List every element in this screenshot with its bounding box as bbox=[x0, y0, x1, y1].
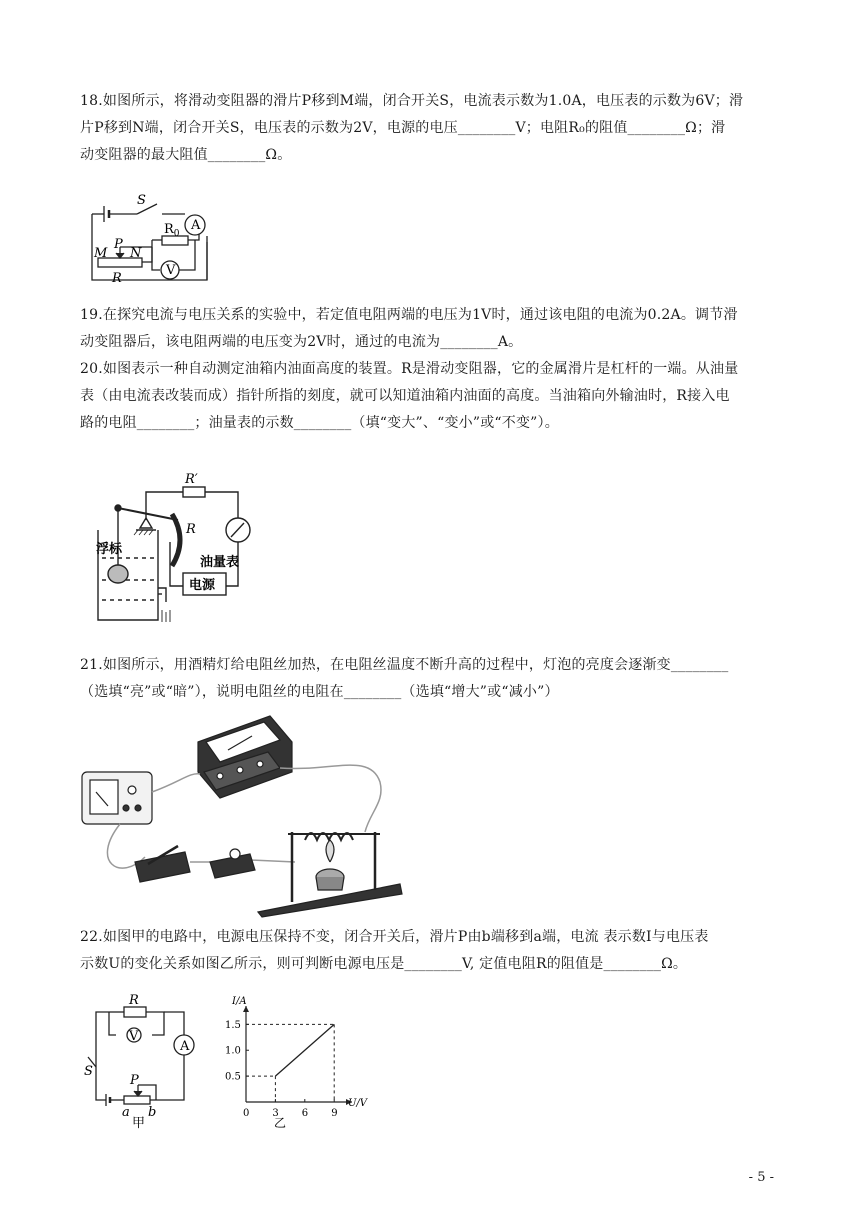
q22-label-voltmeter: V bbox=[129, 1029, 139, 1044]
question-18 bbox=[80, 88, 780, 169]
question-21 bbox=[80, 652, 780, 706]
q20-label-r: R bbox=[186, 522, 196, 537]
q20-label-power: 电源 bbox=[189, 578, 216, 593]
x-tick-label-0: 0 bbox=[243, 1108, 250, 1119]
q20-label-meter: 油量表 bbox=[200, 555, 240, 570]
question-20-line-3: 路的电阻________；油量表的示数________（填“变大”、“变小”或“不变”）。 bbox=[80, 415, 559, 431]
question-22 bbox=[80, 924, 780, 978]
figure-q20-oil-gauge bbox=[88, 470, 258, 640]
y-axis-label: I/A bbox=[232, 996, 247, 1007]
q22-label-p: P bbox=[130, 1073, 139, 1088]
q22-label-s: S bbox=[84, 1064, 93, 1079]
question-20 bbox=[80, 356, 780, 437]
figure-q18-circuit bbox=[82, 192, 212, 290]
iv-chart bbox=[222, 990, 368, 1130]
q22-label-r: R bbox=[129, 993, 139, 1008]
q22-label-a: a bbox=[122, 1105, 130, 1120]
question-18-line-1: 18.如图所示，将滑动变阻器的滑片P移到M端，闭合开关S，电流表示数为1.0A，电压表的示数为6V；滑 bbox=[80, 93, 744, 109]
q18-label-voltmeter: V bbox=[166, 263, 176, 278]
question-20-line-1: 20.如图表示一种自动测定油箱内油面高度的装置。R是滑动变阻器，它的金属滑片是杠杆的一端。从油量 bbox=[80, 361, 739, 377]
q20-label-rprime: R′ bbox=[185, 472, 198, 487]
q22-caption-yi: 乙 bbox=[274, 1116, 287, 1130]
q18-label-r: R bbox=[112, 271, 122, 286]
figure-q22-circuit bbox=[84, 995, 210, 1130]
q18-label-m: M bbox=[94, 246, 108, 261]
q22-caption-jia: 甲 bbox=[132, 1116, 146, 1131]
question-19-line-2: 动变阻器后，该电阻两端的电压变为2V时，通过的电流为________A。 bbox=[80, 334, 523, 350]
question-21-line-2: （选填“亮”或“暗”），说明电阻丝的电阻在________（选填“增大”或“减小”） bbox=[80, 684, 559, 700]
q22-label-b: b bbox=[148, 1105, 157, 1120]
q18-label-r0: $R_0$ bbox=[164, 222, 180, 239]
q22-label-ammeter: A bbox=[180, 1039, 190, 1054]
question-22-line-2: 示数U的变化关系如图乙所示，则可判断电源电压是________V, 定值电阻R的阻值是________Ω。 bbox=[80, 956, 688, 972]
q18-label-p: P bbox=[114, 237, 123, 252]
question-18-line-2: 片P移到N端，闭合开关S，电压表的示数为2V，电源的电压________V；电阻R₀的阻值________Ω；滑 bbox=[80, 120, 726, 136]
figure-q21-apparatus bbox=[80, 712, 405, 917]
question-22-line-1: 22.如图甲的电路中，电源电压保持不变，闭合开关后，滑片P由b端移到a端，电流 表示数I与电压表 bbox=[80, 929, 709, 945]
x-tick-label-3: 3 bbox=[272, 1108, 279, 1119]
y-tick-label-0.5: 0.5 bbox=[225, 1071, 241, 1083]
question-20-line-2: 表（由电流表改装而成）指针所指的刻度，就可以知道油箱内油面的高度。当油箱向外输油时，R接入电 bbox=[80, 388, 730, 404]
q18-label-s: S bbox=[137, 193, 146, 208]
x-tick-label-6: 6 bbox=[301, 1108, 309, 1119]
q20-label-float: 浮标 bbox=[96, 542, 123, 557]
y-tick-label-1.0: 1.0 bbox=[225, 1045, 241, 1057]
question-21-line-1: 21.如图所示，用酒精灯给电阻丝加热，在电阻丝温度不断升高的过程中，灯泡的亮度会逐渐变________ bbox=[80, 657, 729, 673]
q18-label-n: N bbox=[130, 246, 142, 261]
question-18-line-3: 动变阻器的最大阻值________Ω。 bbox=[80, 147, 292, 163]
question-19-line-1: 19.在探究电流与电压关系的实验中，若定值电阻两端的电压为1V时，通过该电阻的电流为0.2A。调节滑 bbox=[80, 307, 738, 323]
x-tick-label-9: 9 bbox=[331, 1108, 338, 1119]
series-line-0 bbox=[275, 1024, 334, 1076]
page-number: - 5 - bbox=[748, 1170, 774, 1185]
y-tick-label-1.5: 1.5 bbox=[225, 1019, 241, 1031]
question-19 bbox=[80, 302, 780, 356]
x-axis-label: U/V bbox=[348, 1098, 368, 1109]
q18-label-ammeter: A bbox=[191, 218, 201, 233]
figure-q22-graph bbox=[222, 990, 368, 1130]
